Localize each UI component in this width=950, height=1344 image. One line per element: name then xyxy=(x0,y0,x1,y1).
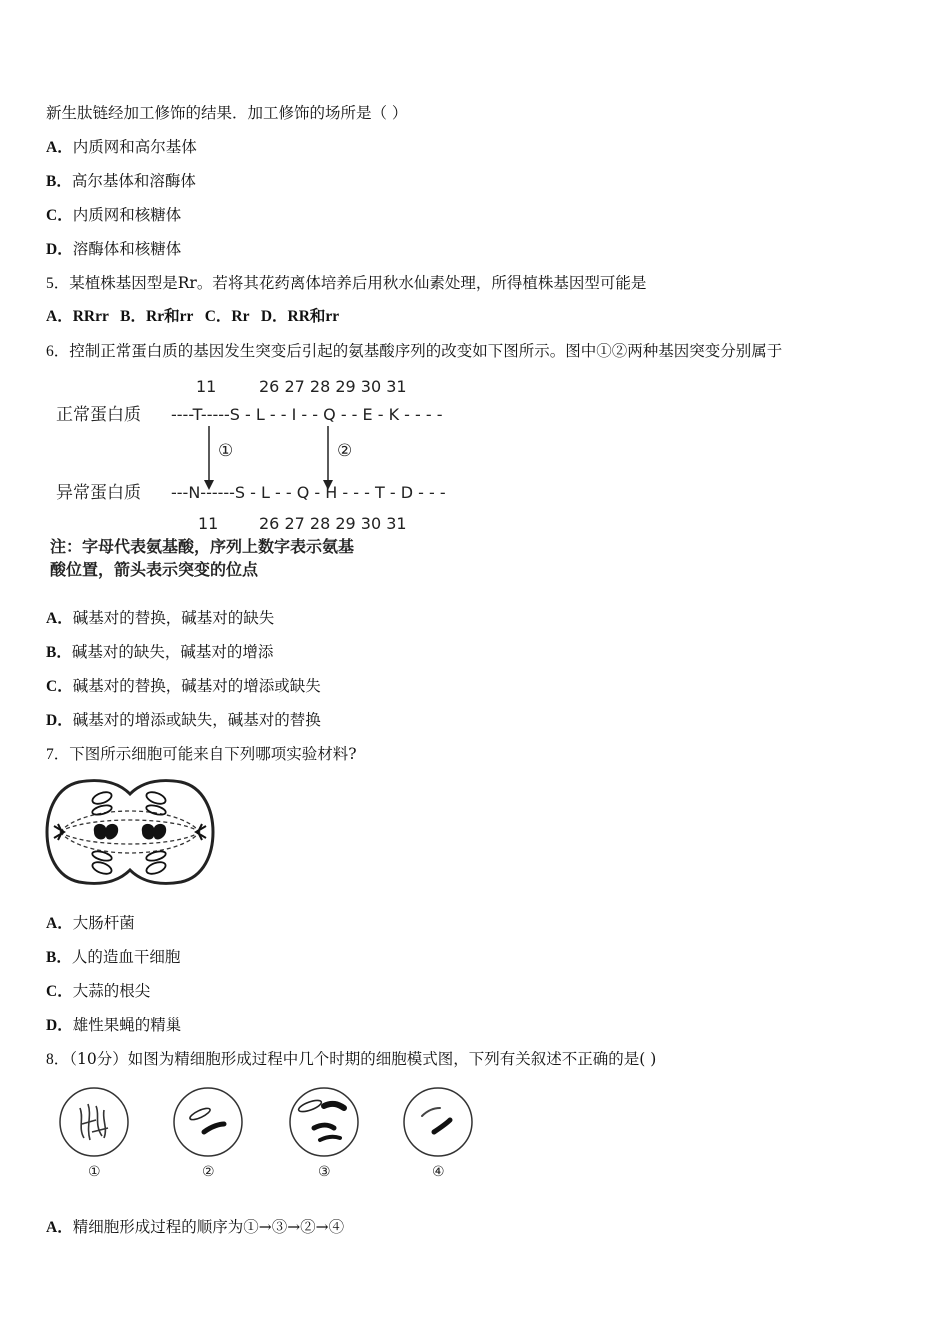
chromosome xyxy=(91,790,113,806)
q7-option-c xyxy=(46,981,150,1002)
dividing-cell-figure xyxy=(44,776,216,888)
option-text: 碱基对的增添或缺失，碱基对的替换 xyxy=(72,711,321,729)
chromosome-2a xyxy=(189,1106,212,1122)
cell-membrane xyxy=(47,781,213,884)
q4-option-b xyxy=(46,171,196,192)
mutation-mark-1: ① xyxy=(218,441,234,461)
option-text: 高尔基体和溶酶体 xyxy=(71,172,196,190)
centrosome-left xyxy=(54,824,64,840)
cell-label-3: ③ xyxy=(318,1164,331,1180)
q6-option-a xyxy=(46,608,274,629)
option-text: 人的造血干细胞 xyxy=(71,948,181,966)
option-letter: B． xyxy=(46,644,72,661)
bottom-positions-26-31: 26 27 28 29 30 31 xyxy=(259,514,407,533)
chromosome-4b xyxy=(434,1120,450,1132)
question-number: 6． xyxy=(46,343,70,360)
bottom-position-11: 11 xyxy=(198,514,219,533)
q4-option-c xyxy=(46,205,181,226)
option-text: 内质网和高尔基体 xyxy=(72,138,197,156)
q8-stem-line xyxy=(46,1049,656,1070)
q7-option-d xyxy=(46,1015,181,1036)
chromatin-1 xyxy=(80,1104,108,1140)
cell-label-2: ② xyxy=(202,1164,215,1180)
chromosome-3c xyxy=(314,1125,334,1128)
option-text: 碱基对的替换，碱基对的增添或缺失 xyxy=(72,677,321,695)
option-text: 内质网和核糖体 xyxy=(72,206,182,224)
chromosome xyxy=(145,804,166,817)
option-letter: A． xyxy=(46,139,73,156)
q8-score: （10分） xyxy=(69,1050,128,1068)
q6-option-b xyxy=(46,642,273,663)
normal-protein-label: 正常蛋白质 xyxy=(56,405,141,425)
mutation-mark-2: ② xyxy=(337,441,353,461)
cell-label-1: ① xyxy=(88,1164,101,1180)
question-number: 8． xyxy=(46,1051,70,1068)
chromosome-2b xyxy=(204,1124,224,1132)
spermatogenesis-figure xyxy=(52,1084,482,1184)
option-letter: D． xyxy=(46,241,73,258)
chromosome-3a xyxy=(297,1098,322,1114)
chromosome-3b xyxy=(324,1104,344,1108)
cell-label-4: ④ xyxy=(432,1164,445,1180)
question-number: 7． xyxy=(46,746,70,763)
cell-2 xyxy=(174,1088,242,1156)
q4-stem: 新生肽链经加工修饰的结果．加工修饰的场所是（ ） xyxy=(46,104,408,122)
option-letter: A． xyxy=(46,1219,73,1236)
q7-option-a xyxy=(46,913,135,934)
top-positions-26-31: 26 27 28 29 30 31 xyxy=(259,377,407,396)
q5-options: A．RRrr B．Rr和rr C．Rr D．RR和rr xyxy=(46,308,340,325)
option-text: 大肠杆菌 xyxy=(72,914,135,932)
option-letter: B． xyxy=(46,173,72,190)
cell-3 xyxy=(290,1088,358,1156)
figure-note-line-1: 注：字母代表氨基酸，序列上数字表示氨基 xyxy=(50,537,355,556)
option-letter: B． xyxy=(46,949,72,966)
q6-option-c xyxy=(46,676,321,697)
q7-option-b xyxy=(46,947,180,968)
cell-4 xyxy=(404,1088,472,1156)
option-letter: C． xyxy=(46,678,73,695)
chromosome xyxy=(91,804,112,817)
chromosome-4a xyxy=(422,1108,440,1116)
option-letter: D． xyxy=(46,1017,73,1034)
chromosome xyxy=(145,790,167,806)
figure-note-line-2: 酸位置，箭头表示突变的位点 xyxy=(50,560,259,579)
q6-stem-line xyxy=(46,341,782,362)
q5-stem-line xyxy=(46,273,646,294)
abnormal-sequence: ---N------S - L - - Q - H - - - T - D - - - xyxy=(171,483,446,502)
q7-stem-line xyxy=(46,744,357,765)
chromosome-dark xyxy=(94,824,118,840)
q5-stem: 某植株基因型是Rr。若将其花药离体培养后用秋水仙素处理，所得植株基因型可能是 xyxy=(69,274,647,292)
option-letter: A． xyxy=(46,610,73,627)
q6-option-d xyxy=(46,710,321,731)
option-letter: C． xyxy=(46,983,73,1000)
option-text: 精细胞形成过程的顺序为①→③→②→④ xyxy=(72,1218,345,1236)
mutation-figure xyxy=(46,372,466,587)
chromosome xyxy=(91,850,112,863)
q8-option-a xyxy=(46,1217,344,1238)
cell-1 xyxy=(60,1088,128,1156)
chromosome xyxy=(91,860,113,876)
option-text: 大蒜的根尖 xyxy=(72,982,151,1000)
spindle-fibers xyxy=(60,811,200,853)
option-text: 碱基对的替换，碱基对的缺失 xyxy=(72,609,275,627)
chromosome-dark xyxy=(142,824,166,840)
option-text: 碱基对的缺失，碱基对的增添 xyxy=(71,643,274,661)
normal-sequence: ----T-----S - L - - I - - Q - - E - K - - - - xyxy=(171,405,443,424)
q4-option-a xyxy=(46,137,197,158)
abnormal-protein-label: 异常蛋白质 xyxy=(56,483,141,503)
question-number: 5． xyxy=(46,275,70,292)
option-text: 雄性果蝇的精巢 xyxy=(72,1016,182,1034)
top-position-11: 11 xyxy=(196,377,217,396)
option-letter: A． xyxy=(46,915,73,932)
chromosome xyxy=(145,860,167,876)
q7-stem: 下图所示细胞可能来自下列哪项实验材料? xyxy=(69,745,357,763)
option-letter: D． xyxy=(46,712,73,729)
option-text: 溶酶体和核糖体 xyxy=(72,240,182,258)
centrosome-right xyxy=(196,824,206,840)
chromosome-3d xyxy=(320,1137,340,1140)
option-letter: C． xyxy=(46,207,73,224)
q6-stem: 控制正常蛋白质的基因发生突变后引起的氨基酸序列的改变如下图所示。图中①②两种基因突变分别属于 xyxy=(69,342,783,360)
q4-option-d xyxy=(46,239,181,260)
q8-stem: 如图为精细胞形成过程中几个时期的细胞模式图，下列有关叙述不正确的是( ) xyxy=(127,1050,657,1068)
